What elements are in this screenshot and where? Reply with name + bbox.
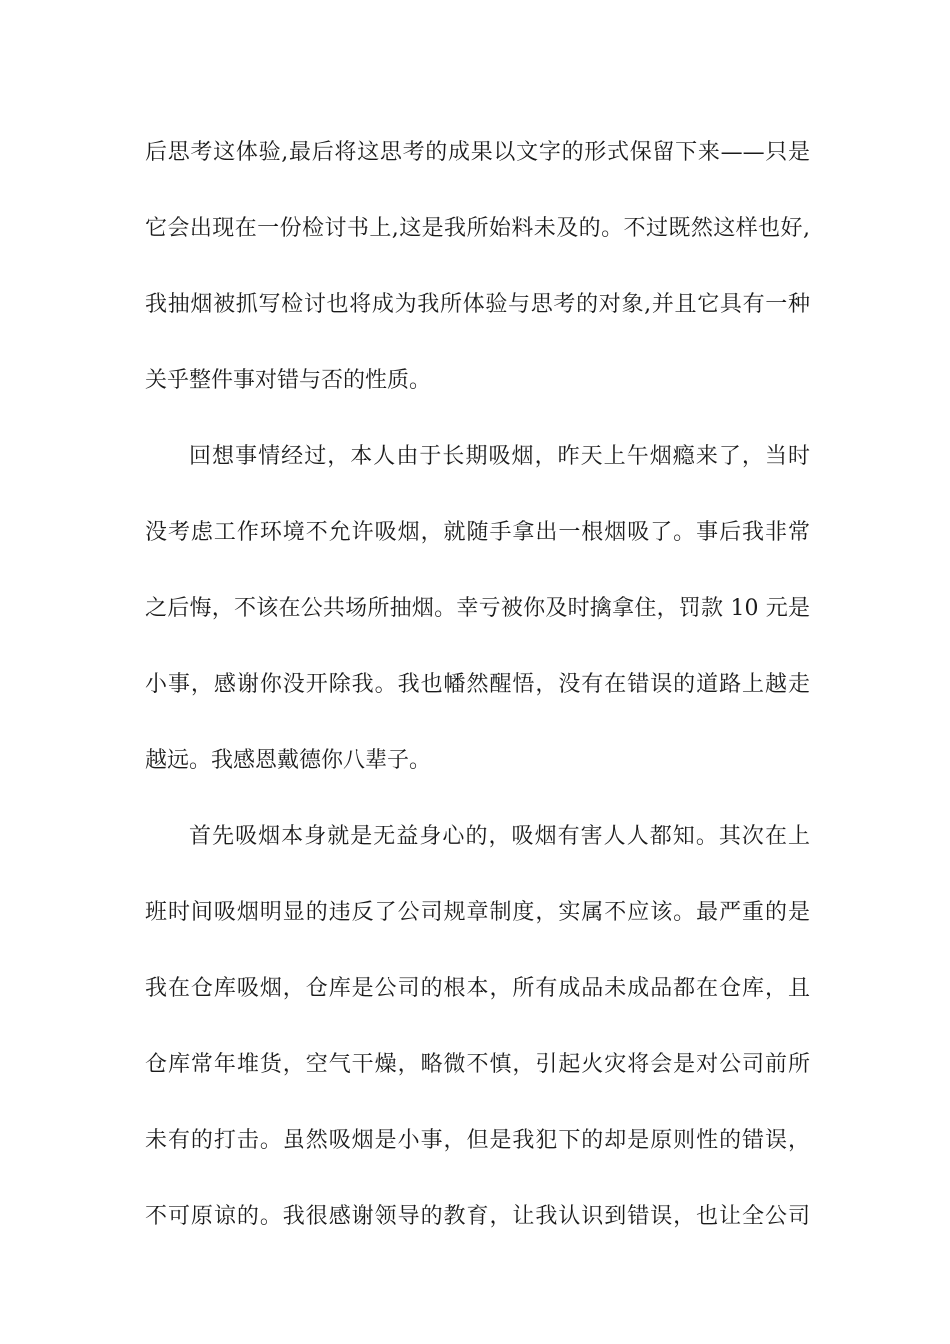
text-line: 仓库常年堆货，空气干燥，略微不慎，引起火灾将会是对公司前所 — [145, 1052, 810, 1077]
paragraph-first-line: 首先吸烟本身就是无益身心的，吸烟有害人人都知。其次在上 — [189, 824, 810, 849]
text-line: 不可原谅的。我很感谢领导的教育，让我认识到错误，也让全公司 — [145, 1204, 810, 1229]
text-line: 班时间吸烟明显的违反了公司规章制度，实属不应该。最严重的是 — [145, 900, 810, 925]
text-line: 小事，感谢你没开除我。我也幡然醒悟，没有在错误的道路上越走 — [145, 672, 810, 697]
document-body — [145, 127, 810, 1267]
text-line: 关乎整件事对错与否的性质。 — [145, 368, 432, 393]
text-line: 之后悔，不该在公共场所抽烟。幸亏被你及时擒拿住，罚款 10 元是 — [145, 596, 810, 621]
text-line: 没考虑工作环境不允许吸烟，就随手拿出一根烟吸了。事后我非常 — [145, 520, 810, 545]
text-line: 它会出现在一份检讨书上,这是我所始料未及的。不过既然这样也好, — [145, 216, 810, 241]
text-line: 后思考这体验,最后将这思考的成果以文字的形式保留下来——只是 — [145, 140, 810, 165]
text-line: 我在仓库吸烟，仓库是公司的根本，所有成品未成品都在仓库，且 — [145, 976, 810, 1001]
text-line: 我抽烟被抓写检讨也将成为我所体验与思考的对象,并且它具有一种 — [145, 292, 810, 317]
text-line: 越远。我感恩戴德你八辈子。 — [145, 748, 432, 773]
text-line: 未有的打击。虽然吸烟是小事，但是我犯下的却是原则性的错误， — [145, 1128, 810, 1153]
paragraph-first-line: 回想事情经过，本人由于长期吸烟，昨天上午烟瘾来了，当时 — [189, 444, 810, 469]
